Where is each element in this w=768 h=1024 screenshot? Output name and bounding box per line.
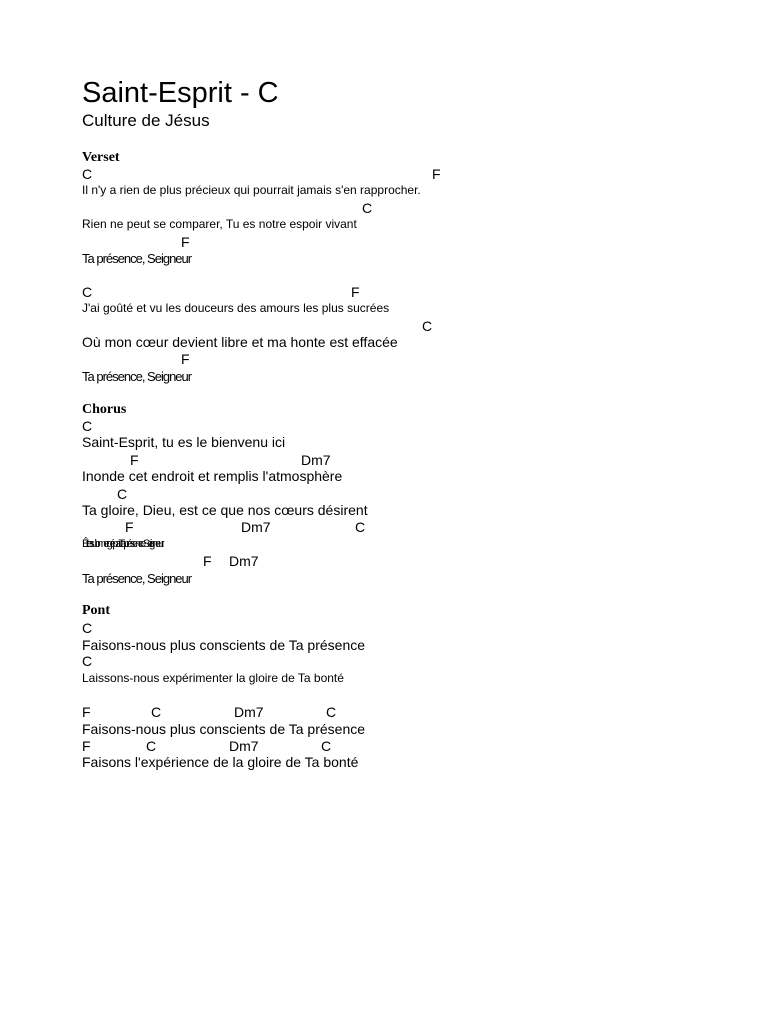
lyric-line: Il n'y a rien de plus précieux qui pourrait jamais s'en rapprocher. [82,183,421,197]
chord: F [125,519,134,535]
song-title: Saint-Esprit - C [82,77,279,109]
lyric-line: Rien ne peut se comparer, Tu es notre espoir vivant [82,217,357,231]
lyric-line: Faisons-nous plus conscients de Ta présence [82,721,366,737]
chord: F [351,284,360,300]
chord: Dm7 [234,704,264,720]
chord: C [362,200,373,216]
section-heading-bridge: Pont [82,603,110,618]
chord: C [326,704,337,720]
lyric-line: Inonde cet endroit et remplis l'atmosphère [82,468,343,484]
section-heading-verse: Verset [82,150,120,165]
chord: C [82,418,93,434]
chord: Dm7 [229,553,259,569]
lyric-line: Saint-Esprit, tu es le bienvenu ici [82,434,286,450]
lyric-line: Ta gloire, Dieu, est ce que nos cœurs désirent [82,502,368,518]
lyric-line: Où mon cœur devient libre et ma honte est effacée [82,334,398,350]
lyric-line: Être submergé par Ta présence Seigneur [82,538,162,550]
chord: C [321,738,332,754]
chord: F [432,166,441,182]
song-artist: Culture de Jésus [82,111,210,130]
chord: C [355,519,366,535]
chord: F [181,351,190,367]
chord: C [82,166,93,182]
lyric-line: Ta présence, Seigneur [82,369,192,384]
chord: F [130,452,139,468]
lyric-line: Faisons-nous plus conscients de Ta présence [82,637,366,653]
chord: F [82,704,91,720]
chord: C [82,620,93,636]
chord: F [181,234,190,250]
chord: C [151,704,162,720]
chord: C [422,318,433,334]
chord: Dm7 [241,519,271,535]
section-heading-chorus: Chorus [82,402,127,417]
chord: F [82,738,91,754]
lyric-line: Ta présence, Seigneur [82,251,192,266]
lyric-line: Ta présence, Seigneur [82,571,192,586]
lyric-line: J'ai goûté et vu les douceurs des amours les plus sucrées [82,301,390,315]
chord: C [82,284,93,300]
chord: Dm7 [301,452,331,468]
chord: C [146,738,157,754]
chord: Dm7 [229,738,259,754]
chord: C [117,486,128,502]
chord: C [82,653,93,669]
lyric-line: Laissons-nous expérimenter la gloire de Ta bonté [82,671,344,685]
lyric-line: Faisons l'expérience de la gloire de Ta bonté [82,754,359,770]
chord: F [203,553,212,569]
